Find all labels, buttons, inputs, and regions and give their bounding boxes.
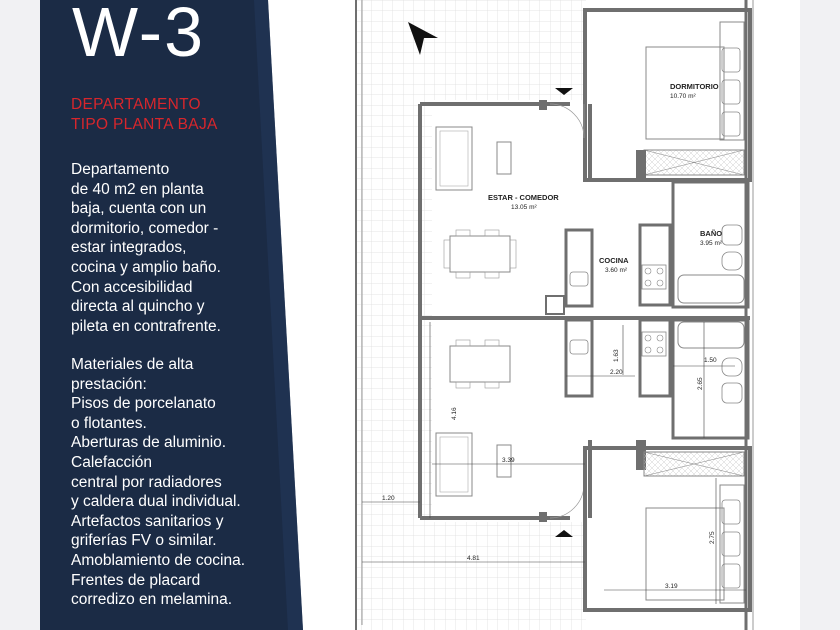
dim-2-65: 2.65 — [697, 377, 704, 390]
materials-list: Materiales de alta prestación: Pisos de porcelanato o flotantes. Aberturas de aluminio. Calefacción central por radiadores y caldera dual individual. Artefactos sanitarios y griferías FV o similar. Amoblamiento de cocina. Frentes de placard corredizo en melamina. — [71, 356, 246, 609]
room-area-bano: 3.95 m² — [700, 240, 723, 247]
dim-4-16: 4.16 — [451, 407, 458, 420]
dim-2-75: 2.75 — [709, 531, 716, 544]
dim-2-20: 2.20 — [610, 369, 623, 376]
room-label-estar: ESTAR - COMEDOR — [488, 193, 559, 202]
room-area-estar: 13.05 m² — [511, 204, 537, 211]
unit-subtitle: DEPARTAMENTO TIPO PLANTA BAJA — [71, 96, 218, 133]
room-label-dormitorio: DORMITORIO — [670, 82, 719, 91]
unit-description: Departamento de 40 m2 en planta baja, cuenta con un dormitorio, comedor - estar integrados, cocina y amplio baño. Con accesibilidad directa al quincho y pileta en contrafrente. — [71, 161, 221, 335]
dim-1-63: 1.63 — [613, 349, 620, 362]
unit-title: W-3 — [72, 0, 206, 71]
dim-3-39: 3.39 — [502, 457, 515, 464]
floor-plan — [340, 0, 760, 630]
room-area-dormitorio: 10.70 m² — [670, 93, 696, 100]
room-label-bano: BAÑO — [700, 229, 723, 238]
dim-1-50: 1.50 — [704, 357, 717, 364]
info-panel — [40, 0, 303, 630]
dim-1-20: 1.20 — [382, 495, 395, 502]
dim-3-19: 3.19 — [665, 583, 678, 590]
dim-4-81: 4.81 — [467, 555, 480, 562]
room-area-cocina: 3.60 m² — [605, 267, 628, 274]
room-label-cocina: COCINA — [599, 256, 629, 265]
